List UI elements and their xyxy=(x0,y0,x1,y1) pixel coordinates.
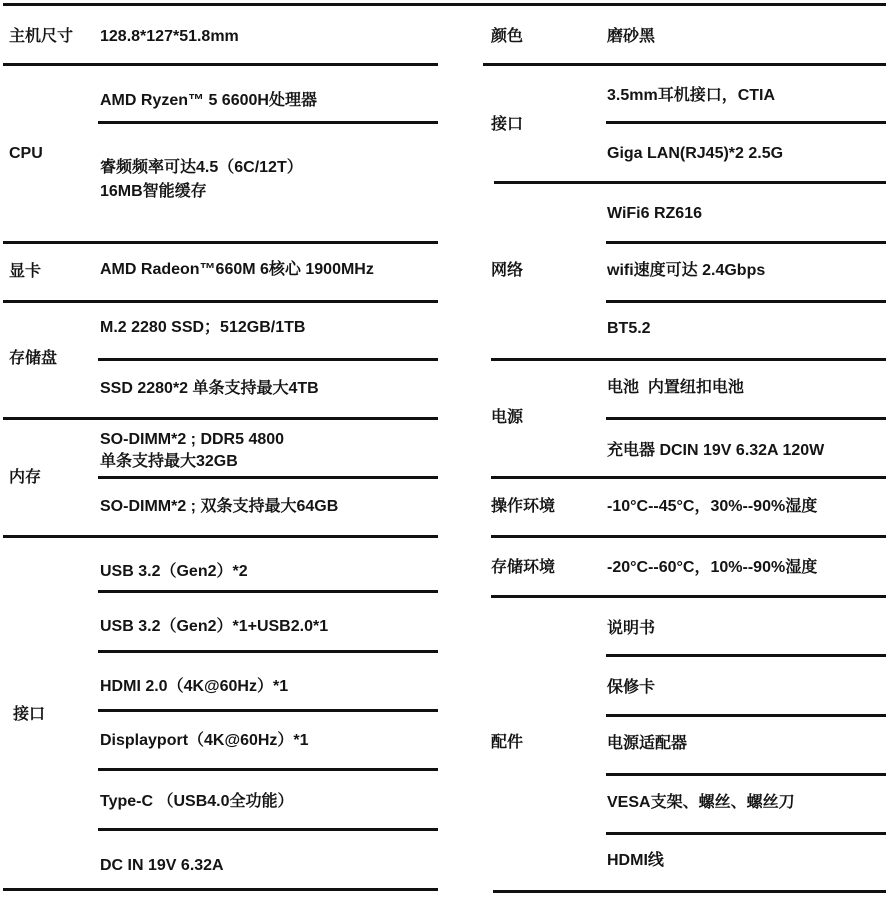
divider xyxy=(491,535,886,538)
network-value: WiFi6 RZ616 xyxy=(607,205,702,222)
storage-value: SSD 2280*2 单条支持最大4TB xyxy=(100,380,319,397)
divider xyxy=(98,709,438,712)
divider xyxy=(3,535,438,538)
divider xyxy=(98,650,438,653)
memory-value: SO-DIMM*2 ; 双条支持最大64GB xyxy=(100,498,339,515)
divider xyxy=(98,358,438,361)
gpu-value: AMD Radeon™660M 6核心 1900MHz xyxy=(100,261,374,278)
divider xyxy=(491,476,886,479)
operating-env-value: -10°C--45°C，30%--90%湿度 xyxy=(607,498,818,515)
accessories-value: HDMI线 xyxy=(607,852,664,869)
divider xyxy=(606,832,886,835)
accessories-value: 电源适配器 xyxy=(607,735,688,752)
size-label: 主机尺寸 xyxy=(9,28,74,45)
network-value: BT5.2 xyxy=(607,320,651,337)
memory-value: 单条支持最大32GB xyxy=(100,453,238,470)
accessories-value: VESA支架、螺丝、螺丝刀 xyxy=(607,794,795,811)
divider xyxy=(606,300,886,303)
divider xyxy=(483,63,886,66)
divider xyxy=(606,773,886,776)
cpu-label: CPU xyxy=(9,145,43,162)
memory-value: SO-DIMM*2 ; DDR5 4800 xyxy=(100,431,285,448)
divider xyxy=(3,888,438,891)
divider xyxy=(606,417,886,420)
divider xyxy=(98,768,438,771)
divider xyxy=(606,241,886,244)
size-value: 128.8*127*51.8mm xyxy=(100,28,239,45)
network-value: wifi速度可达 2.4Gbps xyxy=(607,262,766,279)
ports-value: USB 3.2（Gen2）*2 xyxy=(100,563,248,580)
right-ports-label: 接口 xyxy=(491,116,524,133)
memory-label: 内存 xyxy=(9,469,42,486)
accessories-value: 保修卡 xyxy=(607,679,656,696)
divider xyxy=(3,241,438,244)
gpu-label: 显卡 xyxy=(9,263,42,280)
ports-value: USB 3.2（Gen2）*1+USB2.0*1 xyxy=(100,618,329,635)
divider xyxy=(3,63,438,66)
ports-value: Type-C （USB4.0全功能） xyxy=(100,793,294,810)
divider xyxy=(491,595,886,598)
divider xyxy=(493,890,886,893)
ports-value: HDMI 2.0（4K@60Hz）*1 xyxy=(100,678,289,695)
network-label: 网络 xyxy=(491,262,524,279)
color-value: 磨砂黑 xyxy=(607,28,656,45)
storage-env-label: 存储环境 xyxy=(491,559,556,576)
accessories-value: 说明书 xyxy=(607,620,656,637)
right-ports-value: Giga LAN(RJ45)*2 2.5G xyxy=(607,145,784,162)
divider xyxy=(494,181,886,184)
storage-label: 存储盘 xyxy=(9,350,58,367)
accessories-label: 配件 xyxy=(491,734,524,751)
divider xyxy=(606,121,886,124)
storage-env-value: -20°C--60°C，10%--90%湿度 xyxy=(607,559,818,576)
divider xyxy=(491,358,886,361)
divider xyxy=(98,590,438,593)
right-ports-value: 3.5mm耳机接口，CTIA xyxy=(607,87,776,104)
divider xyxy=(98,121,438,124)
operating-env-label: 操作环境 xyxy=(491,498,556,515)
cpu-value: 睿频频率可达4.5（6C/12T） xyxy=(100,159,303,176)
divider xyxy=(3,417,438,420)
cpu-value: 16MB智能缓存 xyxy=(100,183,207,200)
ports-label: 接口 xyxy=(13,706,46,723)
power-value: 电池 内置纽扣电池 xyxy=(607,379,744,396)
ports-value: DC IN 19V 6.32A xyxy=(100,857,224,874)
divider xyxy=(98,828,438,831)
power-label: 电源 xyxy=(491,409,524,426)
power-value: 充电器 DCIN 19V 6.32A 120W xyxy=(607,442,825,459)
divider xyxy=(606,654,886,657)
color-label: 颜色 xyxy=(491,28,524,45)
ports-value: Displayport（4K@60Hz）*1 xyxy=(100,732,309,749)
storage-value: M.2 2280 SSD；512GB/1TB xyxy=(100,319,306,336)
cpu-value: AMD Ryzen™ 5 6600H处理器 xyxy=(100,92,317,109)
top-rule xyxy=(3,3,886,6)
divider xyxy=(98,476,438,479)
divider xyxy=(3,300,438,303)
divider xyxy=(606,714,886,717)
